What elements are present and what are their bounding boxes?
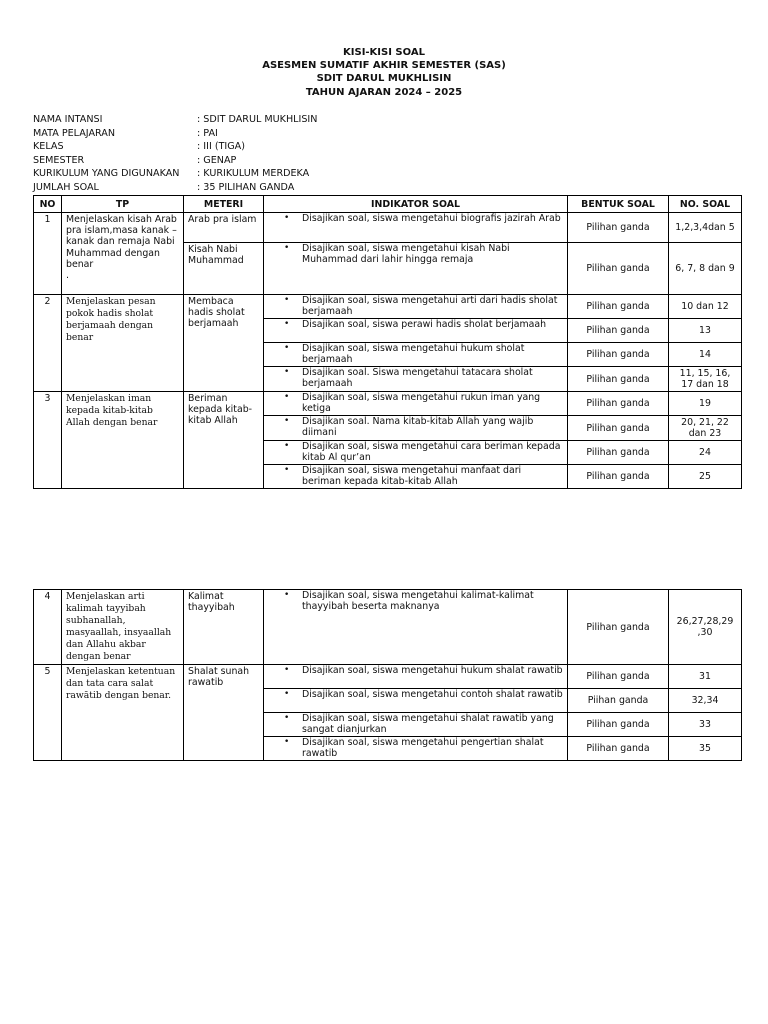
nomor-soal-cell: 33 [669, 713, 742, 737]
meta-value: : III (TIGA) [197, 141, 245, 153]
row-number: 1 [34, 213, 62, 295]
indikator-cell [264, 343, 568, 367]
row-number: 5 [34, 665, 62, 761]
indikator-cell [264, 367, 568, 392]
indikator-text: • Disajikan soal, siswa mengetahui rukun iman yang ketiga [302, 392, 541, 414]
bentuk-soal-cell: Pilihan ganda [568, 665, 669, 689]
nomor-soal-cell: 14 [669, 343, 742, 367]
tp-text: Menjelaskan kisah Arab pra islam,masa kanak – kanak dan remaja Nabi Muhammad dengan benar [66, 214, 177, 270]
bentuk-soal-cell: Pilihan ganda [568, 319, 669, 343]
materi-cell: Kalimat thayyibah [184, 590, 264, 665]
indikator-cell [264, 713, 568, 737]
indikator-text: • Disajikan soal, siswa mengetahui hukum shalat rawatib [302, 665, 563, 676]
bentuk-soal-cell: Pilihan ganda [568, 343, 669, 367]
meta-row [33, 167, 317, 181]
indikator-text: • Disajikan soal, siswa mengetahui contoh shalat rawatib [302, 689, 563, 700]
indikator-cell [264, 689, 568, 713]
tujuan-pembelajaran: Menjelaskan arti kalimah tayyibah subhanallah, masyaallah, insyaallah dan Allahu akbar dengan benar [62, 590, 184, 665]
indikator-text: • Disajikan soal. Nama kitab-kitab Allah yang wajib diimani [302, 416, 534, 438]
indikator-cell [264, 319, 568, 343]
indikator-cell [264, 213, 568, 243]
nomor-soal-cell: 32,34 [669, 689, 742, 713]
bentuk-soal-cell: Pilihan ganda [568, 243, 669, 295]
table-row [34, 392, 742, 416]
materi-cell: Beriman kepada kitab-kitab Allah [184, 392, 264, 489]
nomor-soal-cell: 19 [669, 392, 742, 416]
nomor-soal-cell: 13 [669, 319, 742, 343]
indikator-text: • Disajikan soal, siswa mengetahui pengertian shalat rawatib [302, 737, 544, 759]
row-number: 2 [34, 295, 62, 392]
kisi-table-part-1 [33, 195, 742, 489]
tujuan-pembelajaran: Menjelaskan iman kepada kitab-kitab Allah dengan benar [62, 392, 184, 489]
indikator-cell [264, 441, 568, 465]
meta-label: JUMLAH SOAL [33, 181, 99, 193]
title-line-1: KISI-KISI SOAL [343, 47, 425, 58]
title-line-3: SDIT DARUL MUKHLISIN [316, 73, 452, 85]
bentuk-soal-cell: Pilihan ganda [568, 465, 669, 489]
indikator-cell [264, 416, 568, 441]
nomor-soal-cell: 31 [669, 665, 742, 689]
column-header-nomor: NO. SOAL [669, 196, 742, 213]
nomor-soal-cell: 26,27,28,29 ,30 [669, 590, 742, 665]
tujuan-pembelajaran: Menjelaskan pesan pokok hadis sholat berjamaah dengan benar [62, 295, 184, 392]
tujuan-pembelajaran [62, 213, 184, 295]
nomor-soal-cell: 20, 21, 22 dan 23 [669, 416, 742, 441]
indikator-cell [264, 392, 568, 416]
meta-value: : KURIKULUM MERDEKA [197, 168, 310, 180]
nomor-soal-cell: 25 [669, 465, 742, 489]
nomor-soal-cell: 11, 15, 16, 17 dan 18 [669, 367, 742, 392]
meta-value: : SDIT DARUL MUKHLISIN [197, 114, 318, 125]
meta-value: : GENAP [197, 154, 237, 166]
materi-cell: Membaca hadis sholat berjamaah [184, 295, 264, 392]
bentuk-soal-cell: Pilihan ganda [568, 392, 669, 416]
meta-value: : 35 PILIHAN GANDA [197, 181, 295, 193]
bentuk-soal-cell: Pilihan ganda [568, 367, 669, 392]
table-header-row [34, 196, 742, 213]
indikator-text: • Disajikan soal, siswa mengetahui biografis jazirah Arab [302, 213, 561, 224]
meta-label: SEMESTER [33, 154, 85, 166]
table-row [34, 213, 742, 243]
indikator-text: • Disajikan soal, siswa mengetahui cara beriman kepada kitab Al qur’an [302, 441, 561, 463]
table-row [34, 590, 742, 665]
bentuk-soal-cell: Pilihan ganda [568, 713, 669, 737]
document-title [0, 46, 768, 99]
indikator-cell [264, 590, 568, 665]
kisi-table-part-2 [33, 589, 742, 761]
column-header-indikator: INDIKATOR SOAL [264, 196, 568, 213]
nomor-soal-cell: 35 [669, 737, 742, 761]
indikator-cell [264, 295, 568, 319]
nomor-soal-cell: 1,2,3,4dan 5 [669, 213, 742, 243]
nomor-soal-cell: 6, 7, 8 dan 9 [669, 243, 742, 295]
table-row [34, 665, 742, 689]
row-number: 3 [34, 392, 62, 489]
bentuk-soal-cell: Pilihan ganda [568, 737, 669, 761]
indikator-text: • Disajikan soal, siswa mengetahui kisah Nabi Muhammad dari lahir hingga remaja [302, 243, 510, 265]
indikator-cell [264, 243, 568, 295]
materi-cell: Shalat sunah rawatib [184, 665, 264, 761]
meta-label: KELAS [33, 141, 64, 153]
indikator-text: • Disajikan soal, siswa mengetahui hukum sholat berjamaah [302, 343, 525, 365]
indikator-text: • Disajikan soal, siswa mengetahui shalat rawatib yang sangat dianjurkan [302, 713, 554, 735]
row-number: 4 [34, 590, 62, 665]
indikator-cell [264, 465, 568, 489]
title-line-4: TAHUN AJARAN 2024 – 2025 [305, 86, 463, 98]
tp-extra: . [66, 270, 69, 282]
column-header-meteri: METERI [184, 196, 264, 213]
column-header-no: NO [34, 196, 62, 213]
title-line-2: ASESMEN SUMATIF AKHIR SEMESTER (SAS) [262, 60, 506, 72]
meta-row [33, 127, 317, 141]
bentuk-soal-cell: Pilihan ganda [568, 590, 669, 665]
indikator-text: • Disajikan soal, siswa mengetahui manfaat dari beriman kepada kitab-kitab Allah [302, 465, 522, 487]
tujuan-pembelajaran: Menjelaskan ketentuan dan tata cara salat rawātib dengan benar. [62, 665, 184, 761]
nomor-soal-cell: 24 [669, 441, 742, 465]
meta-row [33, 181, 317, 195]
indikator-cell [264, 665, 568, 689]
column-header-tp: TP [62, 196, 184, 213]
indikator-cell [264, 737, 568, 761]
materi-cell: Arab pra islam [184, 213, 264, 243]
meta-row [33, 154, 317, 168]
indikator-text: • Disajikan soal, siswa mengetahui kalimat-kalimat thayyibah beserta maknanya [302, 590, 534, 612]
indikator-text: • Disajikan soal, siswa perawi hadis sholat berjamaah [302, 319, 547, 330]
materi-cell: Kisah Nabi Muhammad [184, 243, 264, 295]
meta-row [33, 113, 317, 127]
nomor-soal-cell: 10 dan 12 [669, 295, 742, 319]
meta-row [33, 140, 317, 154]
bentuk-soal-cell: Pilihan ganda [568, 295, 669, 319]
meta-label: KURIKULUM YANG DIGUNAKAN [33, 168, 180, 180]
column-header-bentuk: BENTUK SOAL [568, 196, 669, 213]
indikator-text: • Disajikan soal, siswa mengetahui arti dari hadis sholat berjamaah [302, 295, 558, 317]
bentuk-soal-cell: Pilihan ganda [568, 441, 669, 465]
document-meta [33, 113, 317, 195]
bentuk-soal-cell: Pilihan ganda [568, 416, 669, 441]
indikator-text: • Disajikan soal. Siswa mengetahui tatacara sholat berjamaah [302, 367, 533, 389]
meta-label: NAMA INTANSI [33, 114, 103, 125]
meta-label: MATA PELAJARAN [33, 127, 116, 139]
meta-value: : PAI [197, 127, 218, 139]
bentuk-soal-cell: Pilihan ganda [568, 213, 669, 243]
table-row [34, 295, 742, 319]
bentuk-soal-cell: Piihan ganda [568, 689, 669, 713]
